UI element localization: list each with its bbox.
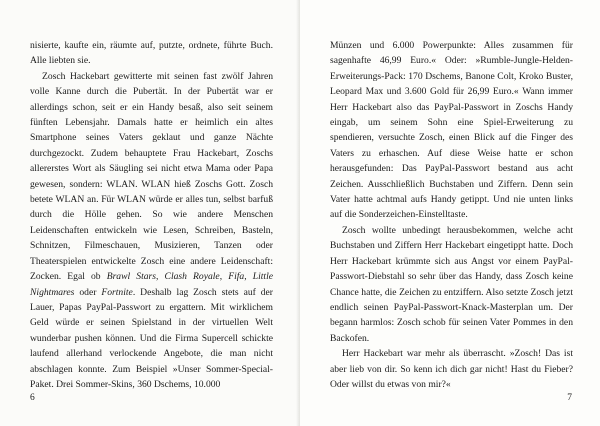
left-page-text bbox=[30, 38, 273, 392]
page-number-right: 7 bbox=[567, 393, 572, 403]
page-number-left: 6 bbox=[30, 393, 35, 403]
left-paragraph-2-text: Zosch Hackebart gewitterte mit seinen fast zwölf Jahren volle Kanne durch die Pubertät. In der Pubertät war er allerdings schon, seit er ein Handy besaß, also seit seinem fünften Lebensjahr. Damals hatte er heimlich ein altes Smartphone seines Vaters geklaut und ganze Nächte durchgezockt. Zudem behauptete Frau Hackebart, Zoschs allererstes Wort als Säugling sei nicht etwa Mama oder Papa gewesen, sondern: WLAN. WLAN hieß Zoschs Gott. Zosch betete WLAN an. Für WLAN würde er alles tun, selbst barfuß durch die Hölle gehen. So wie andere Menschen Leidenschaften entwickeln wie Lesen, Schreiben, Basteln, Schnitzen, Filmeschauen, Musizieren, Tanzen oder Theaterspielen entwickelte Zosch eine andere Leidenschaft: Zocken. Egal ob Brawl Stars, Clash Royale, Fifa, Little Nightmares oder Fortnite. Deshalb lag Zosch stets auf der Lauer, Papas PayPal-Passwort zu ergattern. Mit wirklichem Geld würde er seinen Spielstand in der virtuellen Welt wunderbar pushen können. Und die Firma Supercell schickte laufend allerhand verlockende Angebote, die man nicht abschlagen konnte. Zum Beispiel »Unser Sommer-Special-Paket. Drei Sommer-Skins, 360 Dschems, 10.000 bbox=[30, 70, 274, 390]
right-paragraph-2: Zosch wollte unbedingt herausbekommen, welche acht Buchstaben und Ziffern Herr Hackebart eingetippt hatte. Doch Herr Hackebart krümmte sich aus Angst vor einem PayPal-Passwort-Diebstahl so sehr über das Handy, dass Zosch keine Chance hatte, die Zeichen zu entziffern. Also setzte Zosch jetzt endlich seinen PayPal-Passwort-Knack-Masterplan um. Der begann harmlos: Zosch schob für seinen Vater Pommes in den Backofen. bbox=[330, 224, 573, 344]
right-page-text bbox=[330, 38, 573, 392]
left-paragraph-1: nisierte, kaufte ein, räumte auf, putzte, ordnete, führte Buch. Alle liebten sie. bbox=[30, 40, 273, 67]
left-paragraph-2 bbox=[30, 69, 273, 393]
right-paragraph-1: Münzen und 6.000 Powerpunkte: Alles zusammen für sagenhafte 46,99 Euro.« Oder: »Rumble-Jungle-Helden-Erweiterungs-Pack: 170 Dschems, Banone Colt, Kroko Buster, Leopard Max und 3.600 Gold für 26,99 Euro.« Wann immer Herr Hackebart also das PayPal-Passwort in Zoschs Handy eingab, um seinem Sohn eine Spiel-Erweiterung zu spendieren, versuchte Zosch, einen Blick auf die Finger des Vaters zu erhaschen. Auf diese Weise hatte er schon herausgefunden: Das PayPal-Passwort bestand aus acht Zeichen. Ausschließlich Buchstaben und Ziffern. Denn sein Vater hatte achtmal aufs Handy getippt. Und nie unten links auf die Sonderzeichen-Einstelltaste. bbox=[330, 40, 573, 221]
right-page bbox=[300, 0, 600, 426]
right-paragraph-3: Herr Hackebart war mehr als überrascht. »Zosch! Das ist aber lieb von dir. So kenn ich dich gar nicht! Hast du Fieber? Oder willst du etwas von mir?« bbox=[330, 348, 573, 390]
